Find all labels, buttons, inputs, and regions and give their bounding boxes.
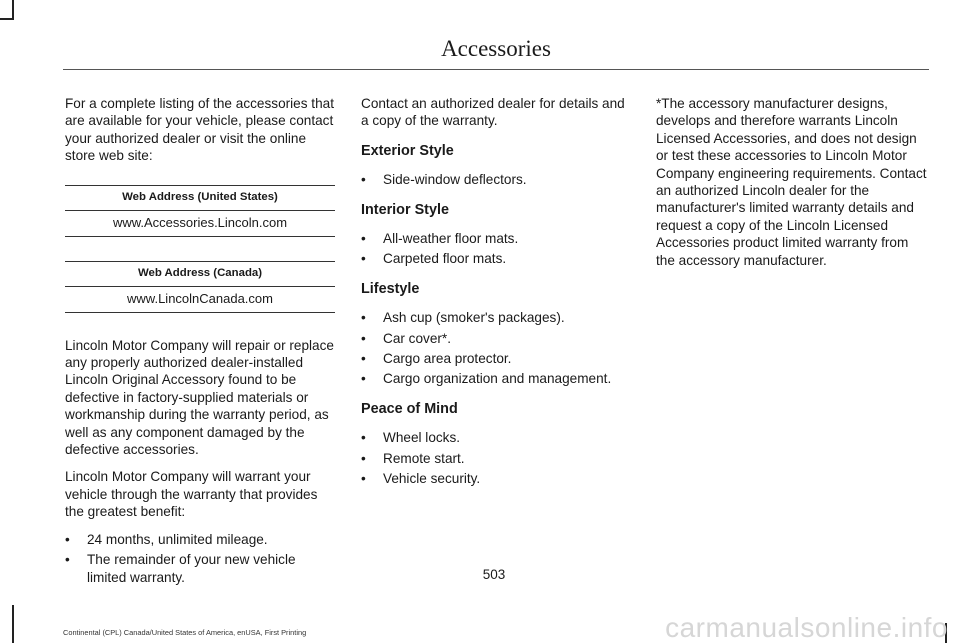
footer-printing-info: Continental (CPL) Canada/United States of America, enUSA, First Printing bbox=[63, 628, 307, 637]
section-title-exterior-style: Exterior Style bbox=[361, 142, 454, 159]
bullet-icon: • bbox=[361, 310, 366, 326]
crop-mark-bottom-left-v bbox=[12, 605, 14, 643]
section-title-peace-of-mind: Peace of Mind bbox=[361, 400, 458, 417]
list-item: • 24 months, unlimited mileage. bbox=[65, 531, 268, 547]
bullet-icon: • bbox=[361, 430, 366, 446]
list-item: • Side-window deflectors. bbox=[361, 172, 527, 188]
list-item: • Wheel locks. bbox=[361, 430, 461, 446]
table-header: Web Address (United States) bbox=[65, 185, 335, 210]
list-item: • Cargo area protector. bbox=[361, 351, 512, 367]
bullet-icon: • bbox=[361, 351, 366, 367]
list-item: • Carpeted floor mats. bbox=[361, 251, 507, 267]
column-1 bbox=[65, 95, 337, 594]
bullet-icon: • bbox=[65, 552, 70, 568]
bullet-icon: • bbox=[361, 371, 366, 387]
list-item: • The remainder of your new vehicle limited warranty. bbox=[65, 552, 296, 585]
list-item: • Remote start. bbox=[361, 450, 465, 466]
peace-of-mind-list bbox=[361, 429, 633, 487]
manufacturer-note: *The accessory manufacturer designs, develops and therefore warrants Lincoln Licensed Accessories, and does not design or test these accessories to Lincoln Motor Company engineering requirements. Contact an authorized Lincoln dealer for the manufacturer's limited warranty details and request a copy of the Lincoln Licensed Accessories product limited warranty from the accessory manufacturer. bbox=[656, 96, 927, 268]
page-header-title: Accessories bbox=[441, 36, 551, 61]
repair-paragraph: Lincoln Motor Company will repair or replace any properly authorized dealer-installed Lincoln Original Accessory found to be defective in factory-supplied materials or workmanship during the warranty period, as well as any component damaged by the defective accessories. bbox=[65, 337, 334, 458]
section-title-lifestyle: Lifestyle bbox=[361, 280, 420, 297]
watermark: carmanualsonline.info bbox=[665, 612, 948, 643]
interior-style-list bbox=[361, 230, 633, 268]
header-rule bbox=[63, 69, 929, 70]
list-item: • Ash cup (smoker's packages). bbox=[361, 310, 565, 326]
list-item: • All-weather floor mats. bbox=[361, 231, 519, 247]
web-address-canada-link[interactable]: www.LincolnCanada.com bbox=[65, 286, 335, 312]
warrant-paragraph: Lincoln Motor Company will warrant your vehicle through the warranty that provides the greatest benefit: bbox=[65, 469, 318, 520]
bullet-icon: • bbox=[361, 172, 366, 188]
lifestyle-list bbox=[361, 309, 633, 388]
section-title-interior-style: Interior Style bbox=[361, 201, 449, 218]
bullet-icon: • bbox=[361, 231, 366, 247]
bullet-icon: • bbox=[361, 330, 366, 346]
web-address-us-table bbox=[65, 185, 335, 237]
bullet-icon: • bbox=[361, 450, 366, 466]
intro-paragraph: For a complete listing of the accessories that are available for your vehicle, please contact your authorized dealer or visit the online store web site: bbox=[65, 96, 334, 164]
bullet-icon: • bbox=[361, 251, 366, 267]
crop-mark-top-left-v bbox=[12, 0, 14, 20]
bullet-icon: • bbox=[65, 531, 70, 547]
web-address-canada-table bbox=[65, 261, 335, 313]
page-number: 503 bbox=[482, 567, 506, 582]
column-2 bbox=[361, 95, 633, 496]
table-header: Web Address (Canada) bbox=[65, 261, 335, 286]
bullet-icon: • bbox=[361, 471, 366, 487]
exterior-style-list bbox=[361, 171, 633, 188]
web-address-us-link[interactable]: www.Accessories.Lincoln.com bbox=[65, 210, 335, 236]
list-item: • Car cover*. bbox=[361, 330, 451, 346]
column-3 bbox=[656, 95, 928, 279]
list-item: • Cargo organization and management. bbox=[361, 371, 612, 387]
list-item: • Vehicle security. bbox=[361, 471, 481, 487]
contact-paragraph: Contact an authorized dealer for details and a copy of the warranty. bbox=[361, 96, 625, 129]
crop-mark-top-left-h bbox=[0, 18, 14, 20]
